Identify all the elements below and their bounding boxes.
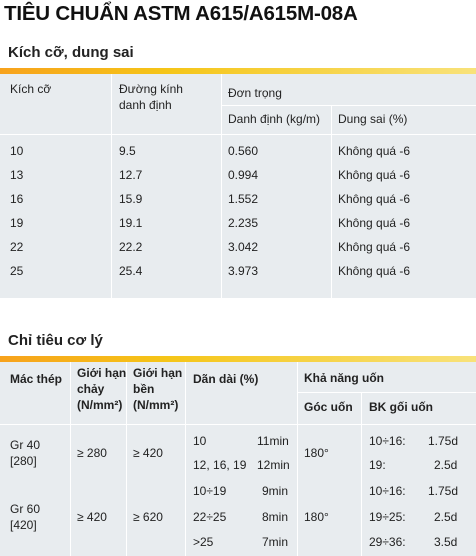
row-divider	[0, 134, 476, 135]
grade-cell: Gr 60	[10, 502, 41, 516]
bend-radius-value-cell: 2.5d	[434, 458, 458, 472]
diameter-cell: 15.9	[119, 192, 143, 206]
bend-radius-sizes-cell: 19÷25:	[369, 510, 406, 524]
header-size: Kích cỡ	[10, 82, 52, 96]
elongation-value-cell: 8min	[262, 510, 289, 524]
elongation-sizes-cell: 12, 16, 19	[193, 458, 247, 472]
diameter-cell: 12.7	[119, 168, 143, 182]
header-bend-angle: Góc uốn	[304, 400, 353, 414]
column-divider	[221, 74, 222, 298]
diameter-cell: 22.2	[119, 240, 143, 254]
header-tensile-line2: bền	[133, 382, 155, 396]
elongation-value-cell: 11min	[257, 434, 289, 448]
size-cell: 13	[10, 168, 24, 182]
yield-cell: ≥ 280	[77, 446, 107, 460]
elongation-sizes-cell: 22÷25	[193, 510, 227, 524]
size-cell: 22	[10, 240, 24, 254]
bend-radius-value-cell: 3.5d	[434, 535, 458, 549]
diameter-cell: 19.1	[119, 216, 143, 230]
row-divider	[221, 105, 476, 106]
bend-radius-value-cell: 1.75d	[428, 434, 459, 448]
grade-code-cell: [420]	[10, 518, 37, 532]
tolerance-cell: Không quá -6	[338, 240, 411, 254]
header-tensile-line3: (N/mm²)	[133, 398, 179, 412]
size-cell: 25	[10, 264, 24, 278]
size-cell: 16	[10, 192, 24, 206]
page-title: TIÊU CHUẨN ASTM A615/A615M-08A	[4, 2, 358, 25]
elongation-value-cell: 9min	[262, 484, 289, 498]
tolerance-cell: Không quá -6	[338, 144, 411, 158]
tolerance-cell: Không quá -6	[338, 192, 411, 206]
bend-radius-sizes-cell: 29÷36:	[369, 535, 406, 549]
tensile-cell: ≥ 420	[133, 446, 163, 460]
tolerance-cell: Không quá -6	[338, 216, 411, 230]
bend-radius-sizes-cell: 10÷16:	[369, 484, 406, 498]
section-heading-mechanical: Chỉ tiêu cơ lý	[8, 332, 103, 349]
header-grade: Mác thép	[10, 372, 63, 386]
yield-cell: ≥ 420	[77, 510, 107, 524]
row-divider	[297, 392, 476, 393]
section-heading-size-tolerance: Kích cỡ, dung sai	[8, 44, 134, 61]
grade-code-cell: [280]	[10, 454, 37, 468]
elongation-sizes-cell: >25	[193, 535, 214, 549]
header-yield-line3: (N/mm²)	[77, 398, 123, 412]
elongation-sizes-cell: 10÷19	[193, 484, 227, 498]
header-bend-radius: BK gối uốn	[369, 400, 433, 414]
size-cell: 10	[10, 144, 24, 158]
bend-radius-sizes-cell: 10÷16:	[369, 434, 406, 448]
elongation-sizes-cell: 10	[193, 434, 207, 448]
header-diameter-line1: Đường kính	[119, 82, 183, 96]
weight-cell: 3.973	[228, 264, 259, 278]
elongation-value-cell: 12min	[257, 458, 290, 472]
row-divider	[0, 424, 476, 425]
header-tolerance: Dung sai (%)	[338, 112, 408, 126]
weight-cell: 2.235	[228, 216, 259, 230]
bend-radius-value-cell: 2.5d	[434, 510, 458, 524]
tolerance-cell: Không quá -6	[338, 168, 411, 182]
header-nominal-weight: Danh định (kg/m)	[228, 112, 321, 126]
tensile-cell: ≥ 620	[133, 510, 163, 524]
header-yield-line1: Giới hạn	[77, 366, 127, 380]
bend-radius-value-cell: 1.75d	[428, 484, 459, 498]
column-divider	[111, 74, 112, 298]
header-tensile-line1: Giới hạn	[133, 366, 183, 380]
diameter-cell: 9.5	[119, 144, 136, 158]
weight-cell: 0.994	[228, 168, 259, 182]
size-cell: 19	[10, 216, 24, 230]
column-divider	[70, 362, 71, 556]
column-divider	[361, 392, 362, 556]
grade-cell: Gr 40	[10, 438, 41, 452]
header-diameter-line2: danh định	[119, 98, 172, 112]
column-divider	[126, 362, 127, 556]
header-bendability: Khả năng uốn	[304, 371, 384, 385]
weight-cell: 0.560	[228, 144, 259, 158]
weight-cell: 1.552	[228, 192, 259, 206]
column-divider	[185, 362, 186, 556]
header-unit-weight: Đơn trọng	[228, 86, 282, 100]
bend-angle-cell: 180°	[304, 510, 329, 524]
diameter-cell: 25.4	[119, 264, 143, 278]
tolerance-cell: Không quá -6	[338, 264, 411, 278]
elongation-value-cell: 7min	[262, 535, 289, 549]
header-elongation: Dãn dài (%)	[193, 372, 259, 386]
bend-angle-cell: 180°	[304, 446, 329, 460]
weight-cell: 3.042	[228, 240, 259, 254]
bend-radius-sizes-cell: 19:	[369, 458, 386, 472]
header-yield-line2: chảy	[77, 382, 105, 396]
